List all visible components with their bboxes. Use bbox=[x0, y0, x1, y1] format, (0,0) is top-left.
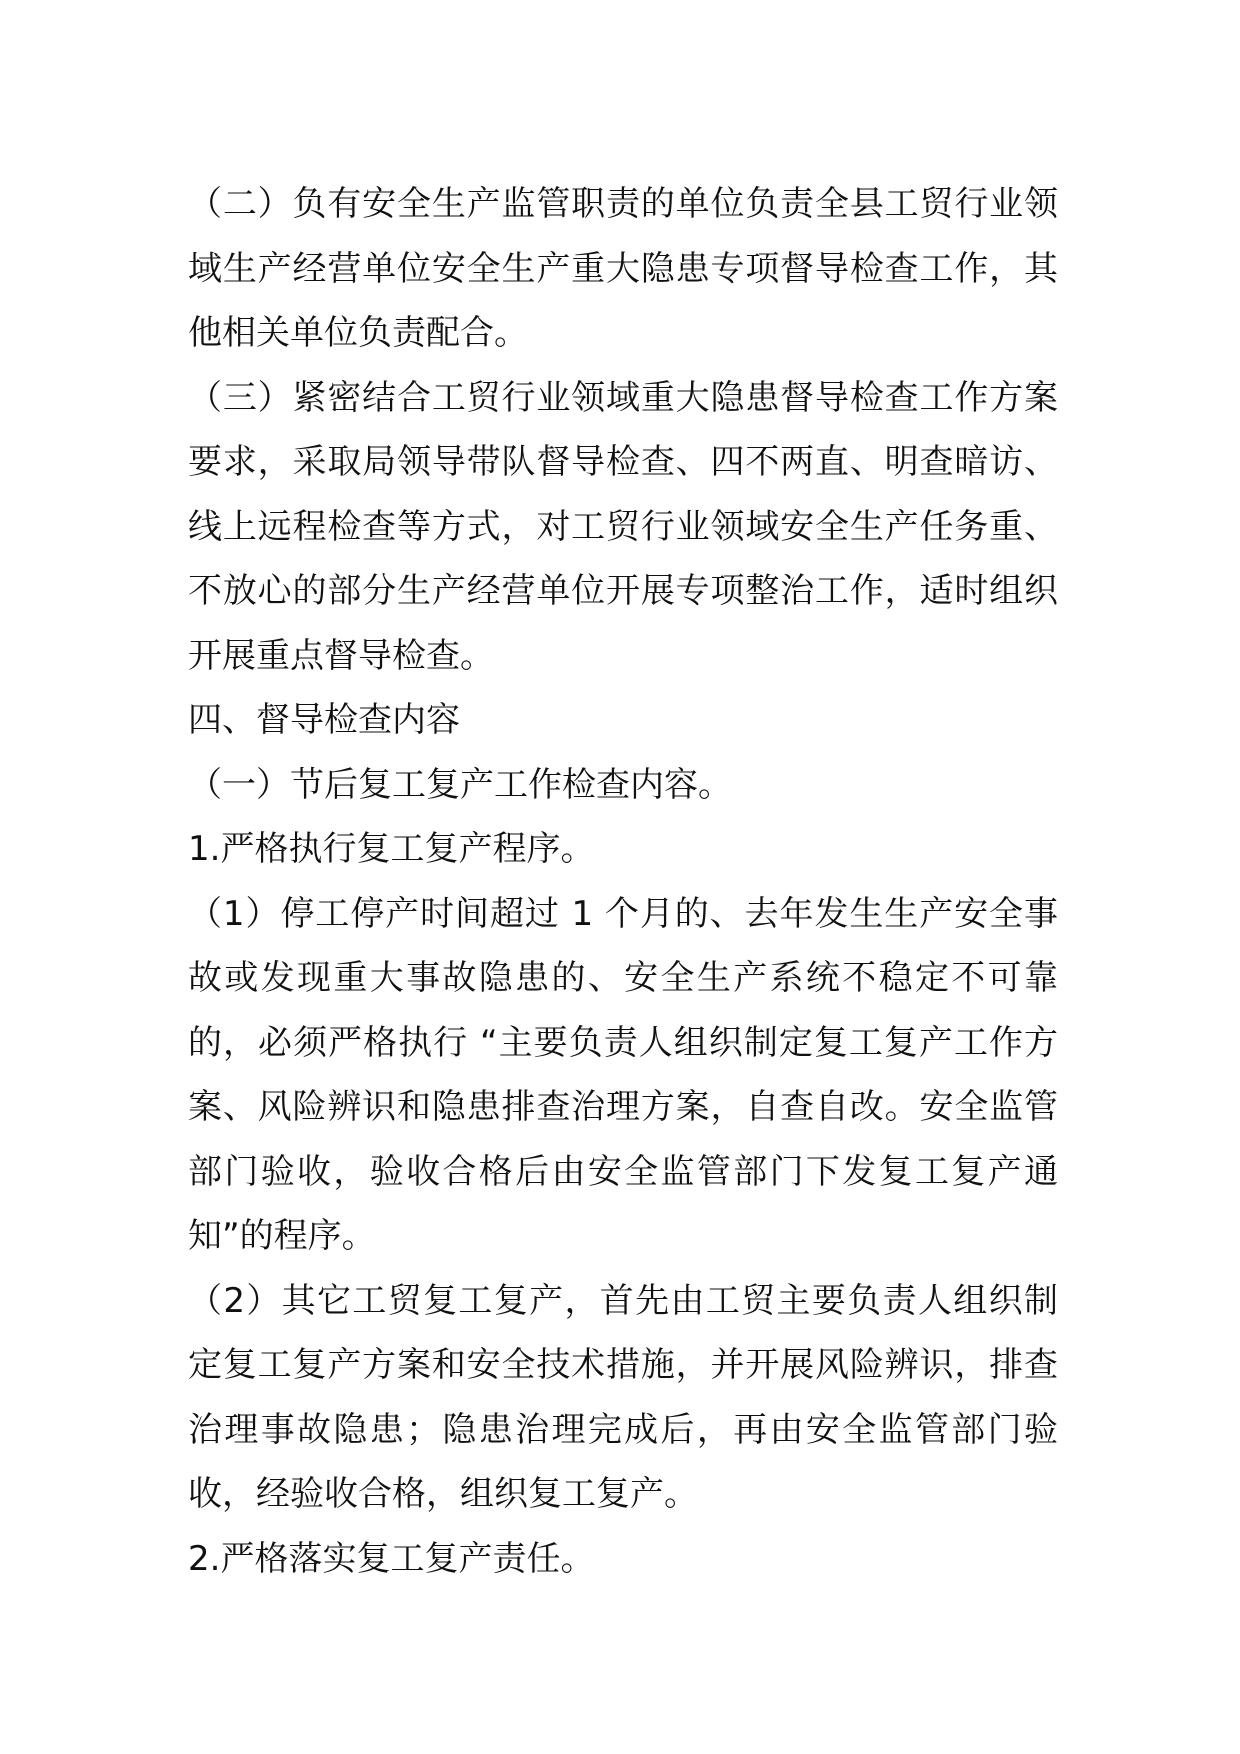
paragraph-inspection-methods: （三）紧密结合工贸行业领域重大隐患督导检查工作方案要求，采取局领导带队督导检查、四不两直、明查暗访、线上远程检查等方式，对工贸行业领域安全生产任务重、不放心的部分生产经营单位开展专项整治工作，适时组织开展重点督导检查。 bbox=[188, 377, 1058, 676]
item-heading-resumption-responsibility: 2.严格落实复工复产责任。 bbox=[188, 1538, 595, 1579]
document-body bbox=[188, 172, 1058, 1591]
paragraph-procedure-case-2: （2）其它工贸复工复产，首先由工贸主要负责人组织制定复工复产方案和安全技术措施，并开展风险辨识，排查治理事故隐患；隐患治理完成后，再由安全监管部门验收，经验收合格，组织复工复产。 bbox=[188, 1280, 1058, 1514]
item-heading-resumption-procedure: 1.严格执行复工复产程序。 bbox=[188, 829, 595, 869]
paragraph-supervision-duty: （二）负有安全生产监管职责的单位负责全县工贸行业领域生产经营单位安全生产重大隐患专项督导检查工作，其他相关单位负责配合。 bbox=[188, 184, 1058, 353]
subsection-heading-resumption-inspection: （一）节后复工复产工作检查内容。 bbox=[188, 764, 732, 805]
section-heading-inspection-content: 四、督导检查内容 bbox=[188, 700, 460, 740]
paragraph-procedure-case-1: （1）停工停产时间超过 1 个月的、去年发生生产安全事故或发现重大事故隐患的、安全生产系统不稳定不可靠的，必须严格执行 “主要负责人组织制定复工复产工作方案、风险辨识和隐患排查治理方案，自查自改。安全监管部门验收，验收合格后由安全监管部门下发复工复产通知”的程序。 bbox=[188, 893, 1058, 1256]
